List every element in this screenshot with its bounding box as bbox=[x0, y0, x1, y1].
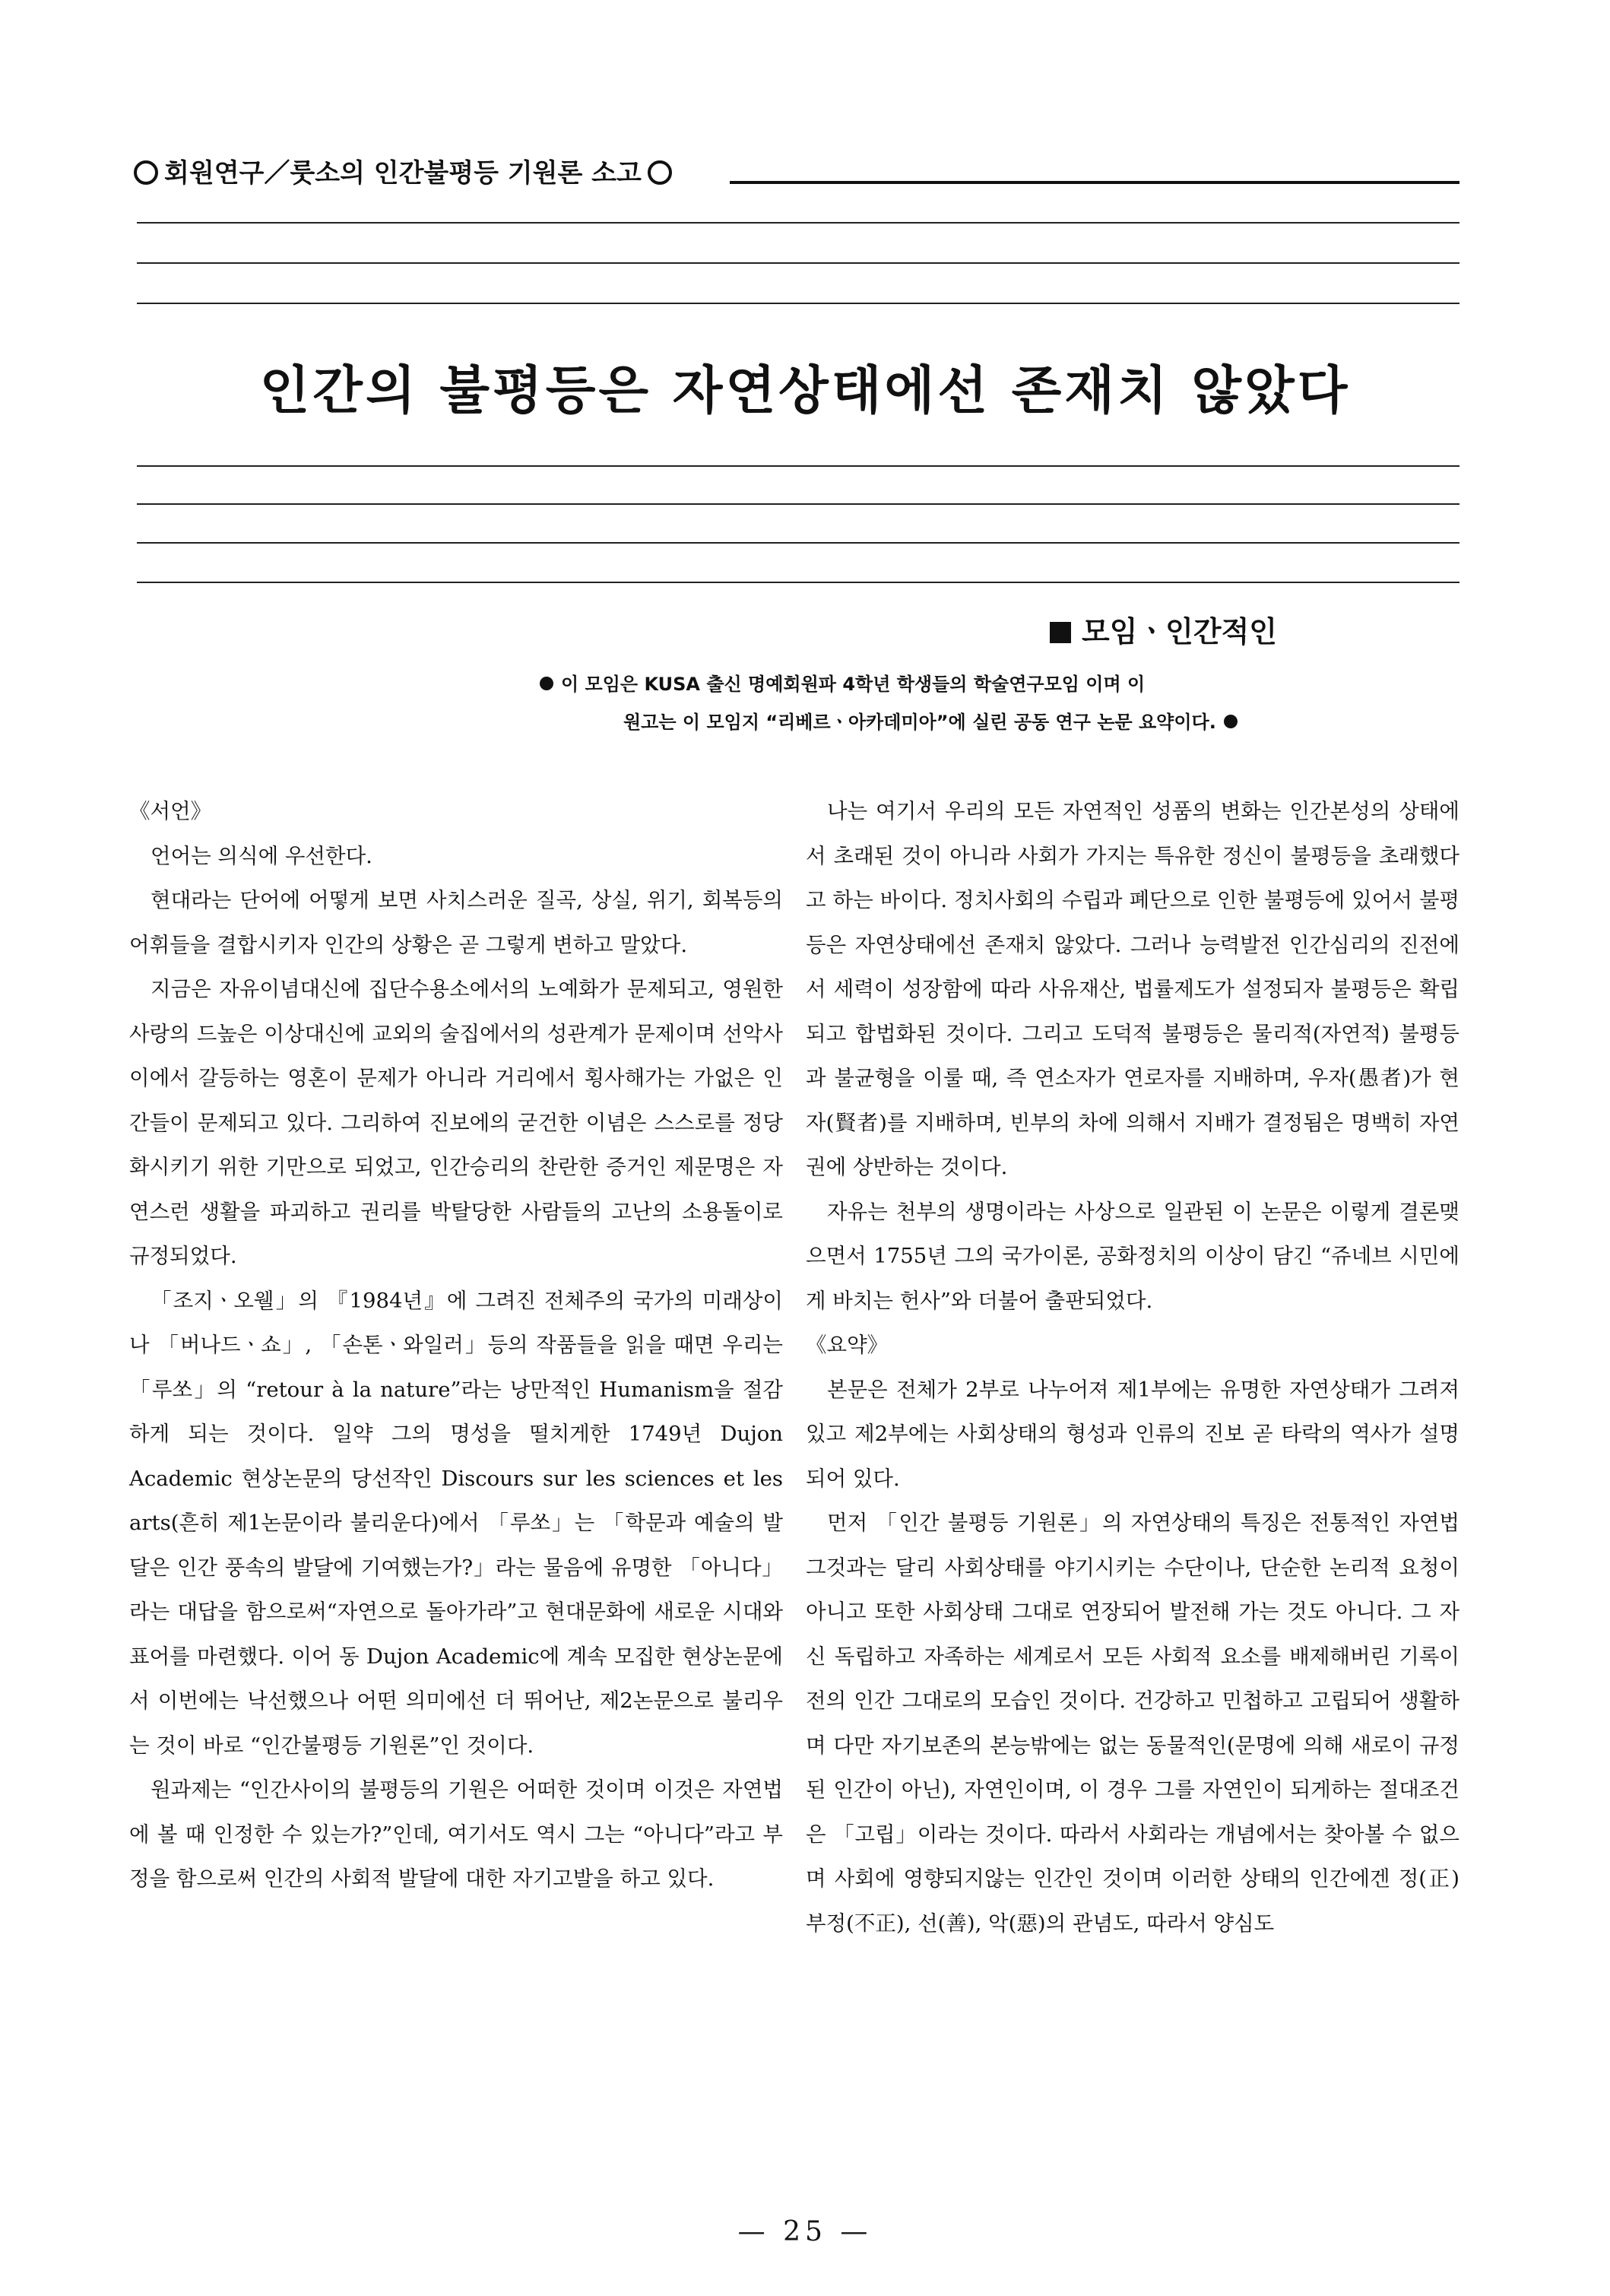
rule bbox=[137, 542, 1459, 544]
header-rule bbox=[730, 181, 1459, 184]
intro-note-line-2 bbox=[623, 711, 1551, 734]
paragraph: 원과제는 “인간사이의 불평등의 기원은 어떠한 것이며 이것은 자연법에 볼 때 인정한 수 있는가?”인데, 여기서도 역시 그는 “아니다”라고 부정을 함으로써 인간의 사회적 발달에 대한 자기고발을 하고 있다. bbox=[129, 1777, 783, 1891]
paragraph: 나는 여기서 우리의 모든 자연적인 성품의 변화는 인간본성의 상태에서 초래된 것이 아니라 사회가 가지는 특유한 정신이 불평등을 초래했다고 하는 바이다. 정치사회의 수립과 폐단으로 인한 불평등에 있어서 불평등은 자연상태에선 존재치 않았다. 그러나 능력발전 인간심리의 진전에서 세력이 성장함에 따라 사유재산, 법률제도가 설정되자 불평등은 확립되고 합법화된 것이다. 그리고 도덕적 불평등은 물리적(자연적) 불평등과 불균형을 이룰 때, 즉 연소자가 연로자를 지배하며, 우자(愚者)가 현자(賢者)를 지배하며, 빈부의 차에 의해서 지배가 결정됨은 명백히 자연권에 상반하는 것이다. bbox=[806, 799, 1459, 1179]
rule bbox=[137, 582, 1459, 583]
page-number: — 25 — bbox=[737, 2216, 873, 2247]
paragraph: 먼저 「인간 불평등 기원론」의 자연상태의 특징은 전통적인 자연법 그것과는 달리 사회상태를 야기시키는 수단이나, 단순한 논리적 요청이 아니고 또한 사회상태 그대로 연장되어 발전해 가는 것도 아니다. 그 자신 독립하고 자족하는 세계로서 모든 사회적 요소를 배제해버린 기록이전의 인간 그대로의 모습인 것이다. 건강하고 민첩하고 고립되어 생활하며 다만 자기보존의 본능밖에는 없는 동물적인(문명에 의해 새로이 규정된 인간이 아닌), 자연인이며, 이 경우 그를 자연인이 되게하는 절대조건은 「고립」이라는 것이다. 따라서 사회라는 개념에서는 찾아볼 수 없으며 사회에 영향되지않는 인간인 것이며 이러한 상태의 인간에겐 정(正)부정(不正), 선(善), 악(惡)의 관념도, 따라서 양심도 bbox=[806, 1511, 1459, 1936]
paragraph: 지금은 자유이념대신에 집단수용소에서의 노예화가 문제되고, 영원한 사랑의 드높은 이상대신에 교외의 술집에서의 성관계가 문제이며 선악사이에서 갈등하는 영혼이 문제가 아니라 거리에서 횡사해가는 가없은 인간들이 문제되고 있다. 그리하여 진보에의 굳건한 이념은 스스로를 정당화시키기 위한 기만으로 되었고, 인간승리의 찬란한 증거인 제문명은 자연스런 생활을 파괴하고 권리를 박탈당한 사람들의 고난의 소용돌이로 규정되었다. bbox=[129, 977, 783, 1268]
article-title: 인간의 불평등은 자연상태에선 존재치 않았다 bbox=[259, 361, 1351, 421]
circle-icon bbox=[648, 160, 672, 185]
right-column bbox=[806, 789, 1459, 1946]
rule bbox=[137, 503, 1459, 505]
section-label bbox=[128, 152, 678, 189]
intro-note-text: 이 모임은 KUSA 출신 명예회원파 4학년 학생들의 학술연구모임 이며 이 bbox=[561, 674, 1146, 695]
rule bbox=[137, 303, 1459, 304]
section-heading: 《요약》 bbox=[806, 1333, 889, 1357]
paragraph: 본문은 전체가 2부로 나누어져 제1부에는 유명한 자연상태가 그려져있고 제2부에는 사회상태의 형성과 인류의 진보 곧 타락의 역사가 설명되어 있다. bbox=[806, 1377, 1459, 1491]
rule bbox=[137, 222, 1459, 224]
paragraph: 언어는 의식에 우선한다. bbox=[151, 843, 372, 868]
left-column bbox=[129, 789, 783, 1901]
paragraph: 자유는 천부의 생명이라는 사상으로 일관된 이 논문은 이렇게 결론맺으면서 1755년 그의 국가이론, 공화정치의 이상이 담긴 “쥬네브 시민에게 바치는 헌사”와 더불어 출판되었다. bbox=[806, 1199, 1459, 1313]
rule bbox=[137, 465, 1459, 467]
byline bbox=[1050, 608, 1277, 650]
intro-note-line-1 bbox=[532, 673, 1459, 696]
paragraph: 현대라는 단어에 어떻게 보면 사치스러운 질곡, 상실, 위기, 회복등의 어휘들을 결합시키자 인간의 상황은 곧 그렇게 변하고 말았다. bbox=[129, 888, 783, 957]
dot-bullet-icon bbox=[1224, 715, 1238, 728]
dot-bullet-icon bbox=[540, 677, 553, 690]
section-label-text: 회원연구／룻소의 인간불평등 기원론 소고 bbox=[164, 158, 642, 189]
circle-icon bbox=[134, 160, 158, 185]
paragraph: 「조지ㆍ오웰」의 『1984년』에 그려진 전체주의 국가의 미래상이나 「버나드ㆍ쇼」, 「손톤ㆍ와일러」등의 작품들을 읽을 때면 우리는 「루쏘」의 “retour à la nature”라는 낭만적인 Humanism을 절감하게 되는 것이다. 일약 그의 명성을 떨치게한 1749년 Dujon Academic 현상논문의 당선작인 Discours sur les sciences et les arts(흔히 제1논문이라 불리운다)에서 「루쏘」는 「학문과 예술의 발달은 인간 풍속의 발달에 기여했는가?」라는 물음에 유명한 「아니다」라는 대답을 함으로써“자연으로 돌아가라”고 현대문화에 새로운 시대와 표어를 마련했다. 이어 동 Dujon Academic에 계속 모집한 현상논문에서 이번에는 낙선했으나 어떤 의미에선 더 뛰어난, 제2논문으로 불리우는 것이 바로 “인간불평등 기원론”인 것이다. bbox=[129, 1288, 783, 1758]
intro-note-text: 원고는 이 모임지 “리베르ㆍ아카데미아”에 실린 공동 연구 논문 요약이다. bbox=[623, 712, 1216, 733]
rule bbox=[137, 262, 1459, 264]
section-heading: 《서언》 bbox=[129, 799, 212, 823]
square-bullet-icon bbox=[1050, 622, 1071, 643]
byline-text: 모임ㆍ인간적인 bbox=[1082, 615, 1277, 649]
